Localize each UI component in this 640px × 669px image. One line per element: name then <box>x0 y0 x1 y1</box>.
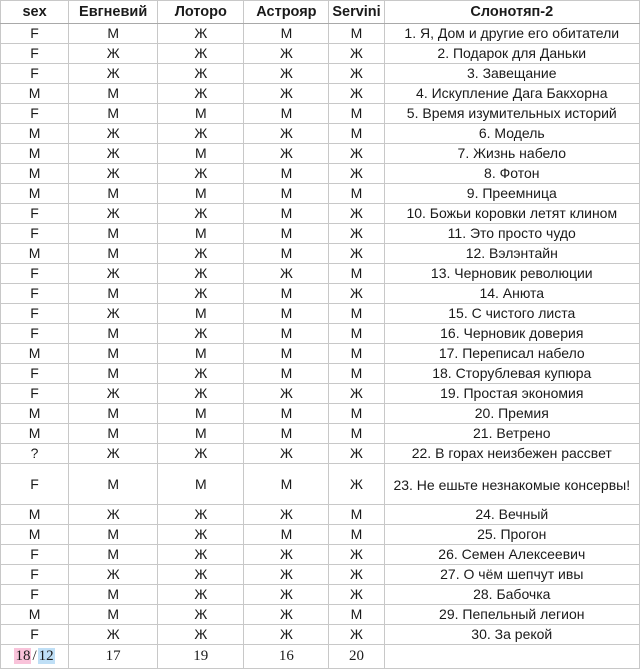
cell-title: 4. Искупление Дага Бакхорна <box>384 84 639 104</box>
cell-evgneviy: М <box>69 364 158 384</box>
cell-evgneviy: Ж <box>69 164 158 184</box>
cell-lotoro: Ж <box>158 585 244 605</box>
cell-title: 26. Семен Алексеевич <box>384 545 639 565</box>
cell-servini: М <box>329 364 384 384</box>
column-header-servini[interactable]: Servini <box>329 1 384 24</box>
table-row <box>1 84 640 104</box>
cell-title: 10. Божьи коровки летят клином <box>384 204 639 224</box>
cell-evgneviy: М <box>69 464 158 505</box>
table-row <box>1 64 640 84</box>
cell-servini: Ж <box>329 144 384 164</box>
cell-evgneviy: М <box>69 84 158 104</box>
cell-evgneviy: Ж <box>69 565 158 585</box>
cell-evgneviy: Ж <box>69 44 158 64</box>
cell-evgneviy: Ж <box>69 384 158 404</box>
cell-sex: M <box>1 505 69 525</box>
cell-servini: Ж <box>329 284 384 304</box>
cell-astroyar: М <box>244 184 329 204</box>
cell-lotoro: Ж <box>158 204 244 224</box>
cell-title: 6. Модель <box>384 124 639 144</box>
cell-lotoro: Ж <box>158 44 244 64</box>
cell-lotoro: М <box>158 104 244 124</box>
cell-evgneviy: Ж <box>69 64 158 84</box>
totals-male-count: 12 <box>38 648 54 664</box>
cell-lotoro: М <box>158 424 244 444</box>
table-row <box>1 344 640 364</box>
cell-sex: M <box>1 124 69 144</box>
cell-servini: Ж <box>329 464 384 505</box>
cell-title: 1. Я, Дом и другие его обитатели <box>384 24 639 44</box>
table-row <box>1 104 640 124</box>
totals-female-count: 18 <box>15 648 31 664</box>
cell-astroyar: М <box>244 204 329 224</box>
cell-sex: F <box>1 565 69 585</box>
cell-title: 21. Ветрено <box>384 424 639 444</box>
cell-lotoro: Ж <box>158 324 244 344</box>
totals-separator: / <box>32 648 37 664</box>
cell-evgneviy: М <box>69 324 158 344</box>
cell-title: 24. Вечный <box>384 505 639 525</box>
cell-servini: М <box>329 124 384 144</box>
cell-sex: F <box>1 204 69 224</box>
cell-sex: F <box>1 284 69 304</box>
cell-astroyar: М <box>244 304 329 324</box>
table-row <box>1 124 640 144</box>
table-row <box>1 284 640 304</box>
cell-title: 9. Преемница <box>384 184 639 204</box>
cell-servini: М <box>329 404 384 424</box>
cell-lotoro: Ж <box>158 264 244 284</box>
cell-evgneviy: Ж <box>69 444 158 464</box>
cell-lotoro: Ж <box>158 565 244 585</box>
cell-title: 16. Черновик доверия <box>384 324 639 344</box>
cell-sex: F <box>1 384 69 404</box>
cell-sex: M <box>1 404 69 424</box>
cell-evgneviy: М <box>69 184 158 204</box>
cell-evgneviy: Ж <box>69 124 158 144</box>
cell-title: 27. О чём шепчут ивы <box>384 565 639 585</box>
cell-sex: F <box>1 464 69 505</box>
cell-title: 11. Это просто чудо <box>384 224 639 244</box>
cell-sex: F <box>1 585 69 605</box>
cell-lotoro: М <box>158 404 244 424</box>
cell-astroyar: Ж <box>244 585 329 605</box>
cell-title: 13. Черновик революции <box>384 264 639 284</box>
cell-title: 18. Сторублевая купюра <box>384 364 639 384</box>
cell-lotoro: Ж <box>158 164 244 184</box>
cell-evgneviy: М <box>69 224 158 244</box>
cell-sex: F <box>1 104 69 124</box>
cell-evgneviy: М <box>69 605 158 625</box>
table-row <box>1 605 640 625</box>
cell-evgneviy: М <box>69 24 158 44</box>
cell-servini: Ж <box>329 44 384 64</box>
cell-title: 7. Жизнь набело <box>384 144 639 164</box>
cell-title: 23. Не ешьте незнакомые консервы! <box>384 464 639 505</box>
cell-sex: M <box>1 605 69 625</box>
cell-lotoro: М <box>158 184 244 204</box>
cell-servini: Ж <box>329 164 384 184</box>
cell-lotoro: Ж <box>158 124 244 144</box>
cell-lotoro: Ж <box>158 64 244 84</box>
cell-lotoro: Ж <box>158 505 244 525</box>
table-row <box>1 464 640 505</box>
column-header-evgneviy[interactable]: Евгневий <box>69 1 158 24</box>
cell-astroyar: М <box>244 104 329 124</box>
table-row <box>1 164 640 184</box>
cell-lotoro: М <box>158 344 244 364</box>
cell-sex: ? <box>1 444 69 464</box>
cell-title: 17. Переписал набело <box>384 344 639 364</box>
cell-astroyar: Ж <box>244 605 329 625</box>
totals-sex-cell <box>1 645 69 669</box>
cell-astroyar: Ж <box>244 44 329 64</box>
cell-title: 19. Простая экономия <box>384 384 639 404</box>
cell-lotoro: Ж <box>158 284 244 304</box>
table-row <box>1 384 640 404</box>
table-body <box>1 24 640 645</box>
cell-evgneviy: М <box>69 244 158 264</box>
cell-astroyar: Ж <box>244 625 329 645</box>
cell-evgneviy: М <box>69 284 158 304</box>
cell-servini: М <box>329 264 384 284</box>
cell-sex: F <box>1 545 69 565</box>
table-row <box>1 144 640 164</box>
cell-title: 8. Фотон <box>384 164 639 184</box>
cell-sex: F <box>1 224 69 244</box>
cell-astroyar: Ж <box>244 124 329 144</box>
cell-servini: Ж <box>329 545 384 565</box>
table-row <box>1 44 640 64</box>
cell-sex: M <box>1 344 69 364</box>
cell-title: 5. Время изумительных историй <box>384 104 639 124</box>
cell-lotoro: Ж <box>158 364 244 384</box>
cell-astroyar: Ж <box>244 264 329 284</box>
cell-evgneviy: М <box>69 104 158 124</box>
cell-servini: Ж <box>329 204 384 224</box>
cell-sex: F <box>1 264 69 284</box>
column-header-lotoro[interactable]: Лоторо <box>158 1 244 24</box>
cell-sex: M <box>1 164 69 184</box>
cell-lotoro: Ж <box>158 625 244 645</box>
table-row <box>1 585 640 605</box>
cell-servini: М <box>329 505 384 525</box>
cell-servini: М <box>329 424 384 444</box>
cell-title: 12. Вэлэнтайн <box>384 244 639 264</box>
table-row <box>1 505 640 525</box>
cell-title: 22. В горах неизбежен рассвет <box>384 444 639 464</box>
cell-astroyar: М <box>244 24 329 44</box>
cell-sex: M <box>1 244 69 264</box>
cell-title: 28. Бабочка <box>384 585 639 605</box>
totals-servini: 20 <box>329 645 384 669</box>
cell-astroyar: Ж <box>244 505 329 525</box>
table-row <box>1 545 640 565</box>
cell-evgneviy: Ж <box>69 505 158 525</box>
cell-lotoro: Ж <box>158 84 244 104</box>
cell-evgneviy: М <box>69 424 158 444</box>
cell-servini: Ж <box>329 224 384 244</box>
cell-title: 14. Анюта <box>384 284 639 304</box>
cell-evgneviy: М <box>69 344 158 364</box>
cell-servini: Ж <box>329 84 384 104</box>
cell-servini: М <box>329 344 384 364</box>
cell-lotoro: Ж <box>158 545 244 565</box>
cell-servini: Ж <box>329 585 384 605</box>
cell-title: 3. Завещание <box>384 64 639 84</box>
table-row <box>1 324 640 344</box>
table-row <box>1 625 640 645</box>
column-header-slonotyap[interactable]: Слонотяп-2 <box>384 1 639 24</box>
cell-servini: М <box>329 104 384 124</box>
cell-lotoro: Ж <box>158 444 244 464</box>
cell-sex: F <box>1 364 69 384</box>
totals-evgneviy: 17 <box>69 645 158 669</box>
cell-lotoro: Ж <box>158 525 244 545</box>
cell-sex: M <box>1 525 69 545</box>
cell-evgneviy: Ж <box>69 625 158 645</box>
cell-servini: М <box>329 324 384 344</box>
cell-astroyar: М <box>244 244 329 264</box>
cell-evgneviy: М <box>69 525 158 545</box>
cell-evgneviy: Ж <box>69 204 158 224</box>
table-row <box>1 244 640 264</box>
cell-servini: Ж <box>329 384 384 404</box>
cell-astroyar: М <box>244 224 329 244</box>
table-row <box>1 184 640 204</box>
cell-evgneviy: Ж <box>69 304 158 324</box>
cell-servini: М <box>329 304 384 324</box>
cell-title: 2. Подарок для Даньки <box>384 44 639 64</box>
cell-evgneviy: М <box>69 585 158 605</box>
table-row <box>1 264 640 284</box>
cell-servini: М <box>329 605 384 625</box>
cell-astroyar: М <box>244 164 329 184</box>
cell-lotoro: М <box>158 144 244 164</box>
table-row <box>1 424 640 444</box>
cell-astroyar: Ж <box>244 565 329 585</box>
cell-astroyar: М <box>244 364 329 384</box>
cell-title: 15. С чистого листа <box>384 304 639 324</box>
cell-servini: М <box>329 525 384 545</box>
table-row <box>1 224 640 244</box>
cell-sex: M <box>1 424 69 444</box>
totals-lotoro: 19 <box>158 645 244 669</box>
table-header-row <box>1 1 640 24</box>
cell-sex: F <box>1 64 69 84</box>
cell-astroyar: Ж <box>244 384 329 404</box>
cell-astroyar: М <box>244 324 329 344</box>
column-header-astroyar[interactable]: Астрояр <box>244 1 329 24</box>
cell-sex: F <box>1 625 69 645</box>
table-row <box>1 525 640 545</box>
cell-title: 30. За рекой <box>384 625 639 645</box>
cell-lotoro: М <box>158 304 244 324</box>
cell-sex: M <box>1 84 69 104</box>
cell-servini: Ж <box>329 444 384 464</box>
cell-lotoro: Ж <box>158 605 244 625</box>
cell-astroyar: Ж <box>244 144 329 164</box>
cell-astroyar: М <box>244 464 329 505</box>
cell-astroyar: М <box>244 344 329 364</box>
cell-title: 29. Пепельный легион <box>384 605 639 625</box>
cell-sex: M <box>1 184 69 204</box>
table-row <box>1 565 640 585</box>
cell-astroyar: Ж <box>244 444 329 464</box>
totals-title-cell <box>384 645 639 669</box>
cell-lotoro: Ж <box>158 384 244 404</box>
cell-sex: F <box>1 44 69 64</box>
cell-astroyar: М <box>244 424 329 444</box>
cell-lotoro: Ж <box>158 24 244 44</box>
cell-evgneviy: Ж <box>69 144 158 164</box>
cell-lotoro: М <box>158 464 244 505</box>
table-row <box>1 24 640 44</box>
cell-sex: F <box>1 24 69 44</box>
cell-astroyar: М <box>244 404 329 424</box>
cell-servini: Ж <box>329 565 384 585</box>
cell-servini: М <box>329 24 384 44</box>
totals-row <box>1 645 640 669</box>
table-row <box>1 404 640 424</box>
cell-sex: M <box>1 144 69 164</box>
cell-astroyar: Ж <box>244 64 329 84</box>
cell-sex: F <box>1 324 69 344</box>
cell-lotoro: Ж <box>158 244 244 264</box>
cell-sex: F <box>1 304 69 324</box>
cell-evgneviy: Ж <box>69 264 158 284</box>
cell-evgneviy: М <box>69 545 158 565</box>
cell-servini: Ж <box>329 244 384 264</box>
cell-astroyar: Ж <box>244 84 329 104</box>
cell-servini: М <box>329 184 384 204</box>
table-row <box>1 304 640 324</box>
cell-title: 20. Премия <box>384 404 639 424</box>
cell-astroyar: Ж <box>244 545 329 565</box>
table-row <box>1 204 640 224</box>
totals-astroyar: 16 <box>244 645 329 669</box>
cell-astroyar: М <box>244 284 329 304</box>
cell-evgneviy: М <box>69 404 158 424</box>
table-row <box>1 364 640 384</box>
cell-title: 25. Прогон <box>384 525 639 545</box>
table-row <box>1 444 640 464</box>
cell-lotoro: М <box>158 224 244 244</box>
column-header-sex[interactable]: sex <box>1 1 69 24</box>
cell-servini: Ж <box>329 625 384 645</box>
cell-servini: Ж <box>329 64 384 84</box>
cell-astroyar: М <box>244 525 329 545</box>
